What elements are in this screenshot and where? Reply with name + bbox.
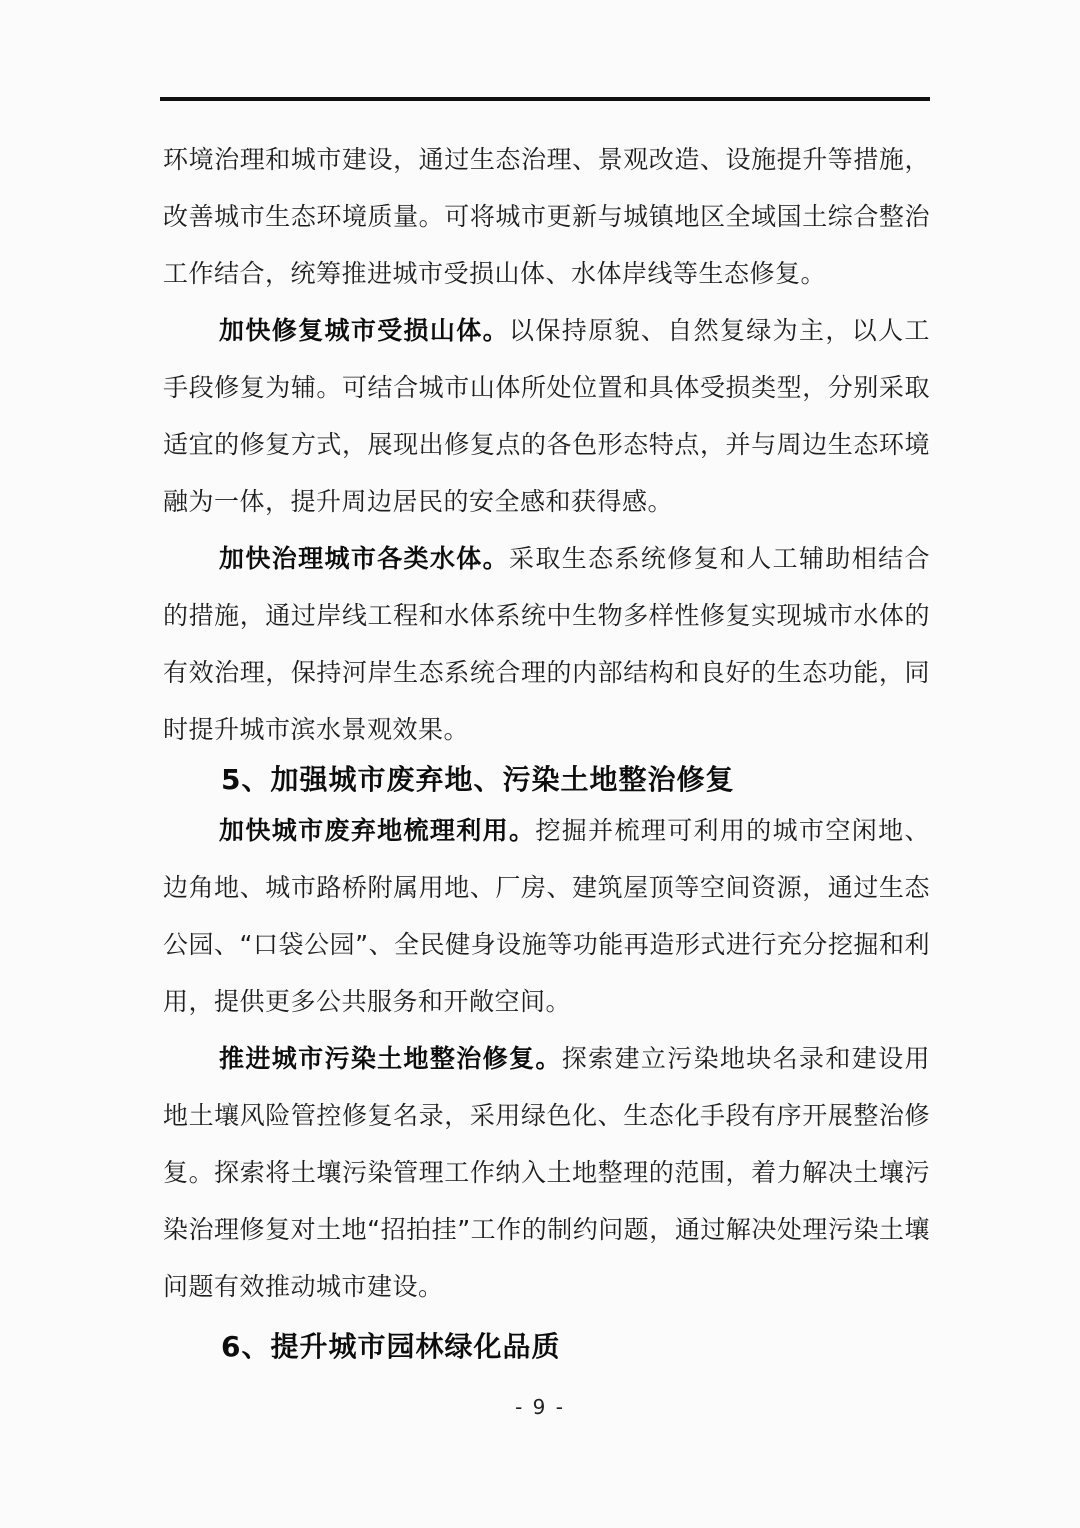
section-heading-5: 5、加强城市废弃地、污染土地整治修复 <box>221 763 735 796</box>
section-heading-6: 6、提升城市园林绿化品质 <box>221 1330 561 1363</box>
header-rule <box>160 97 930 101</box>
paragraph-repair-mountains <box>163 302 930 530</box>
paragraph-wasteland-use <box>163 802 930 1030</box>
page-content <box>163 131 930 1369</box>
paragraph-lead: 推进城市污染土地整治修复。 <box>219 1044 562 1073</box>
paragraph-polluted-land <box>163 1030 930 1315</box>
paragraph-text: 采取生态系统修复和人工辅助相结合的措施，通过岸线工程和水体系统中生物多样性修复实现城市水体的有效治理，保持河岸生态系统合理的内部结构和良好的生态功能，同时提升城市滨水景观效果。 <box>163 544 930 744</box>
paragraph-treat-waters <box>163 530 930 758</box>
paragraph-lead: 加快治理城市各类水体。 <box>219 544 510 573</box>
paragraph-continuation: 环境治理和城市建设，通过生态治理、景观改造、设施提升等措施，改善城市生态环境质量。可将城市更新与城镇地区全域国土综合整治工作结合，统筹推进城市受损山体、水体岸线等生态修复。 <box>163 145 930 288</box>
page-number: - 9 - <box>515 1395 565 1419</box>
paragraph-lead: 加快城市废弃地梳理利用。 <box>219 816 536 845</box>
paragraph-text: 探索建立污染地块名录和建设用地土壤风险管控修复名录，采用绿色化、生态化手段有序开展整治修复。探索将土壤污染管理工作纳入土地整理的范围，着力解决土壤污染治理修复对土地“招拍挂”工作的制约问题，通过解决处理污染土壤问题有效推动城市建设。 <box>163 1044 930 1301</box>
paragraph-text: 挖掘并梳理可利用的城市空闲地、边角地、城市路桥附属用地、厂房、建筑屋顶等空间资源，通过生态公园、“口袋公园”、全民健身设施等功能再造形式进行充分挖掘和利用，提供更多公共服务和开敞空间。 <box>163 816 930 1016</box>
paragraph-text: 以保持原貌、自然复绿为主，以人工手段修复为辅。可结合城市山体所处位置和具体受损类型，分别采取适宜的修复方式，展现出修复点的各色形态特点，并与周边生态环境融为一体，提升周边居民的安全感和获得感。 <box>163 316 930 516</box>
paragraph-lead: 加快修复城市受损山体。 <box>219 316 510 345</box>
